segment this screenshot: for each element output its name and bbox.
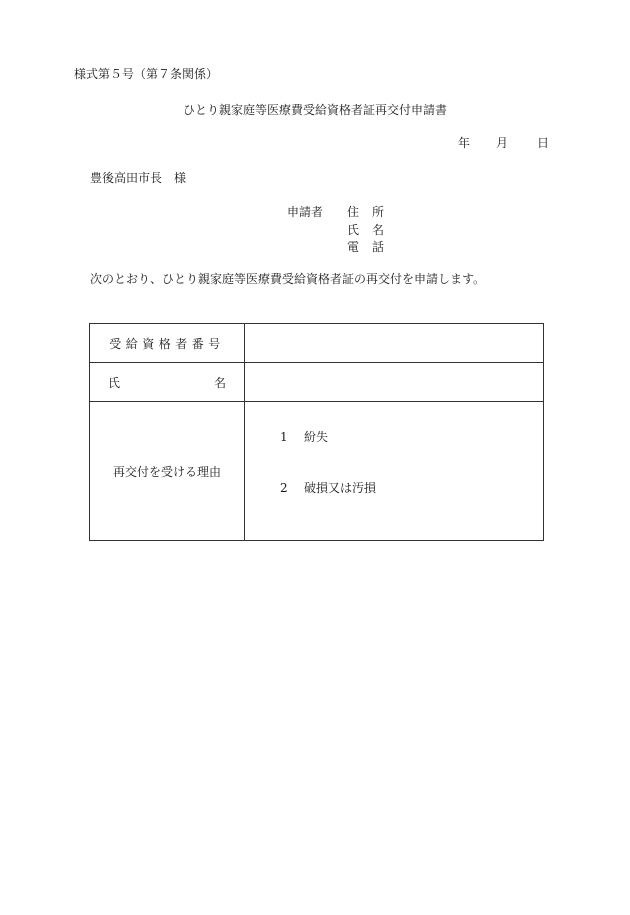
phone-char-1: 電 <box>347 240 360 254</box>
recipient-number-label-cell <box>90 324 245 363</box>
reason-option-text: 破損又は汚損 <box>304 481 377 495</box>
address-char-1: 住 <box>347 205 360 219</box>
applicant-name-label <box>347 224 397 236</box>
reason-option-damaged[interactable] <box>280 482 376 494</box>
date-month-label: 月 <box>496 136 509 150</box>
name-char-1: 氏 <box>347 223 360 237</box>
document-title: ひとり親家庭等医療費受給資格者証再交付申請書 <box>182 103 447 117</box>
reason-option-number: 1 <box>280 430 288 444</box>
name-input-cell[interactable] <box>245 363 544 402</box>
table-row-name <box>90 363 544 402</box>
table-row-reason <box>90 402 544 541</box>
applicant-label: 申請者 <box>287 205 324 219</box>
reason-option-lost[interactable] <box>280 431 328 443</box>
name-label-left: 氏 <box>108 375 121 390</box>
body-text: 次のとおり、ひとり親家庭等医療費受給資格者証の再交付を申請します。 <box>90 272 486 286</box>
reason-option-number: 2 <box>280 481 288 495</box>
table-row-recipient-number <box>90 324 544 363</box>
recipient-number-label: 受給資格者番号 <box>109 336 225 351</box>
address-char-2: 所 <box>372 205 385 219</box>
applicant-address-label <box>347 206 397 218</box>
reason-option-text: 紛失 <box>304 430 329 444</box>
name-label-cell <box>90 363 245 402</box>
addressee: 豊後高田市長 様 <box>90 171 187 185</box>
name-label-right: 名 <box>213 375 226 390</box>
recipient-number-input-cell[interactable] <box>245 324 544 363</box>
date-line <box>458 137 558 149</box>
date-day-label: 日 <box>537 136 550 150</box>
form-number: 様式第５号（第７条関係） <box>74 67 219 81</box>
phone-char-2: 話 <box>372 240 385 254</box>
applicant-phone-label <box>347 241 397 253</box>
reason-label: 再交付を受ける理由 <box>112 464 221 479</box>
name-char-2: 名 <box>372 223 385 237</box>
date-year-label: 年 <box>458 136 471 150</box>
reason-options-cell <box>245 402 544 541</box>
reason-label-cell <box>90 402 245 541</box>
